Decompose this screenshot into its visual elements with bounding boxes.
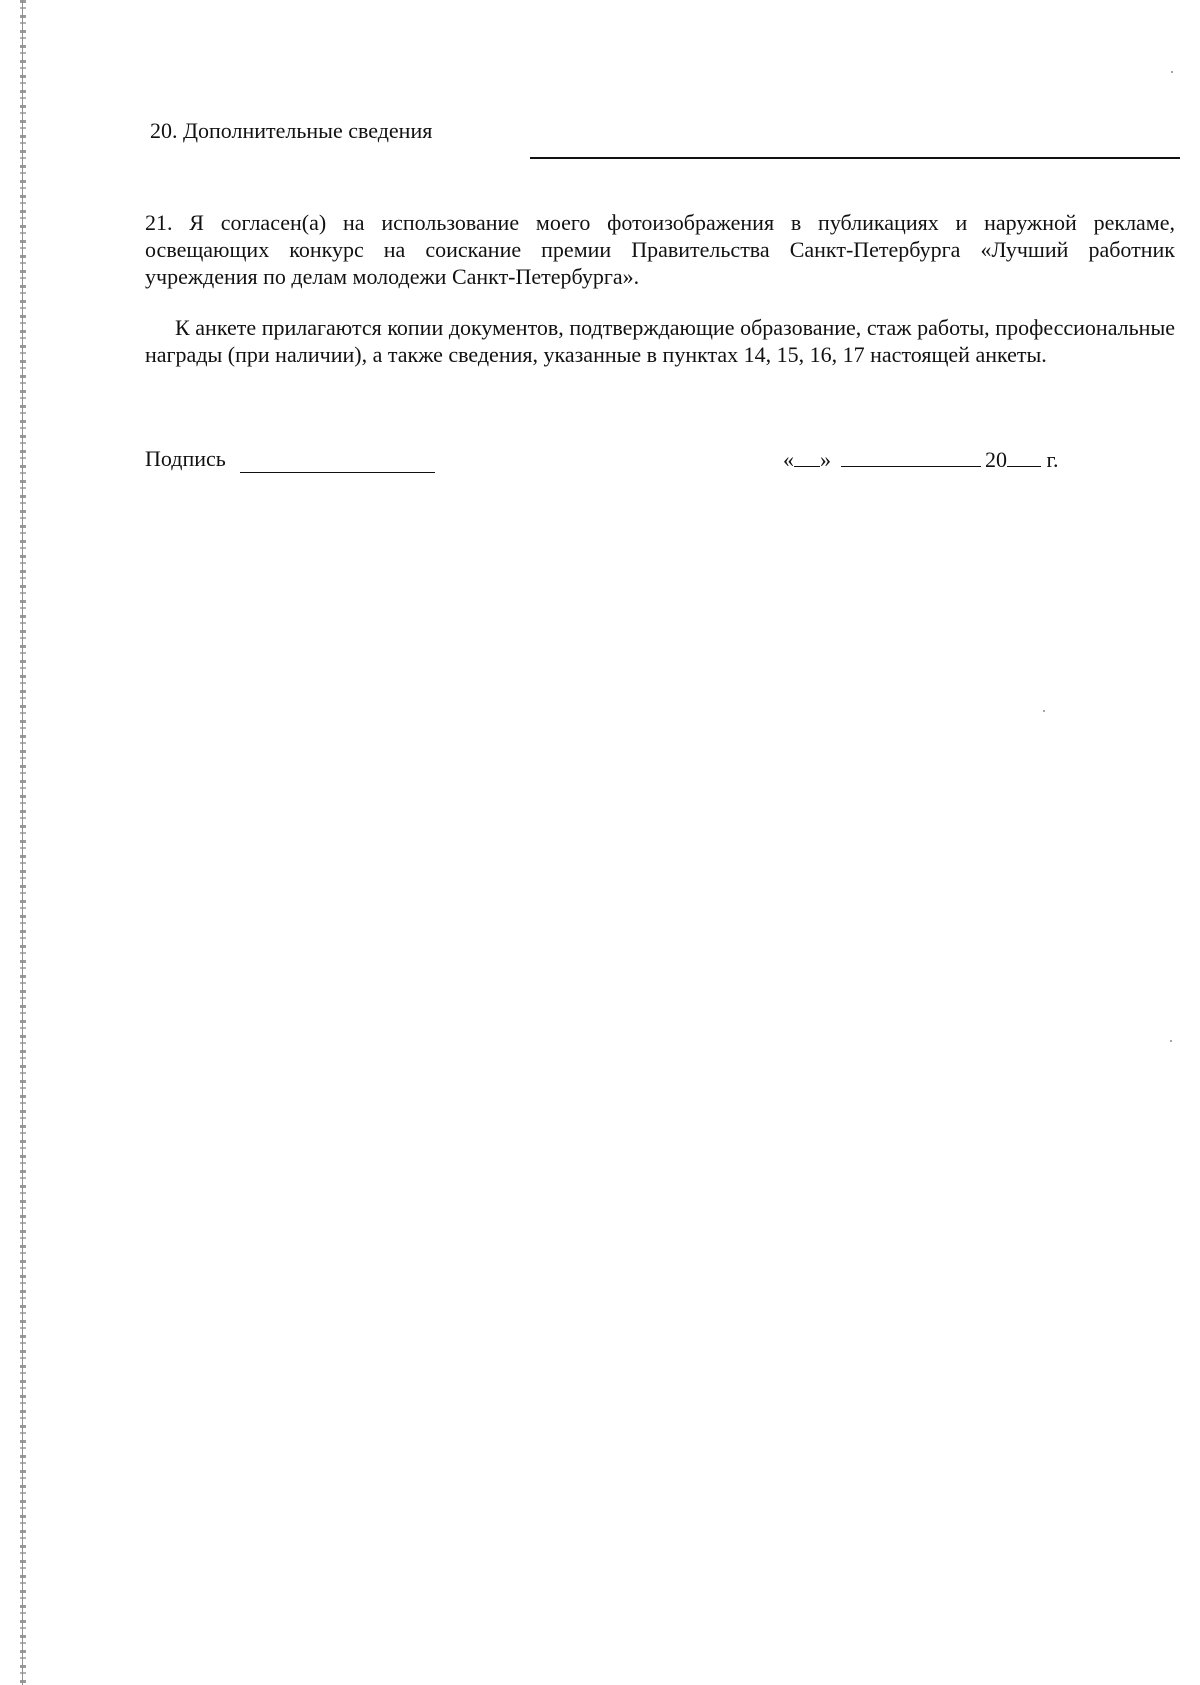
item-21-consent-text: 21. Я согласен(а) на использование моего фотоизображения в публикациях и наружной рекламе, освещающих конкурс на соискание премии Правительства Санкт-Петербурга «Лучший работник учреждения по делам молодежи Санкт-Петербурга». bbox=[145, 210, 1175, 289]
item-20-label: 20. Дополнительные сведения bbox=[150, 118, 433, 143]
attachments-note: К анкете прилагаются копии документов, подтверждающие образование, стаж работы, профессиональные награды (при наличии), а также сведения, указанные в пунктах 14, 15, 16, 17 настоящей анкеты. bbox=[145, 315, 1175, 367]
date-month-blank[interactable] bbox=[841, 446, 981, 467]
signature-label: Подпись bbox=[145, 446, 226, 471]
date-day-blank[interactable] bbox=[794, 446, 820, 467]
date-open-quote: « bbox=[783, 447, 794, 472]
scan-speck bbox=[1170, 1040, 1172, 1042]
date-close-quote: » bbox=[820, 447, 831, 472]
date-field bbox=[783, 446, 1059, 473]
date-year-blank[interactable] bbox=[1007, 446, 1041, 467]
scan-speck bbox=[1043, 710, 1045, 712]
date-year-prefix: 20 bbox=[985, 447, 1007, 472]
item-20-fill-line[interactable] bbox=[530, 157, 1180, 159]
date-year-suffix: г. bbox=[1046, 447, 1059, 472]
signature-line[interactable] bbox=[240, 472, 435, 473]
scan-binding-edge bbox=[20, 0, 26, 1685]
scan-speck bbox=[1171, 71, 1173, 73]
